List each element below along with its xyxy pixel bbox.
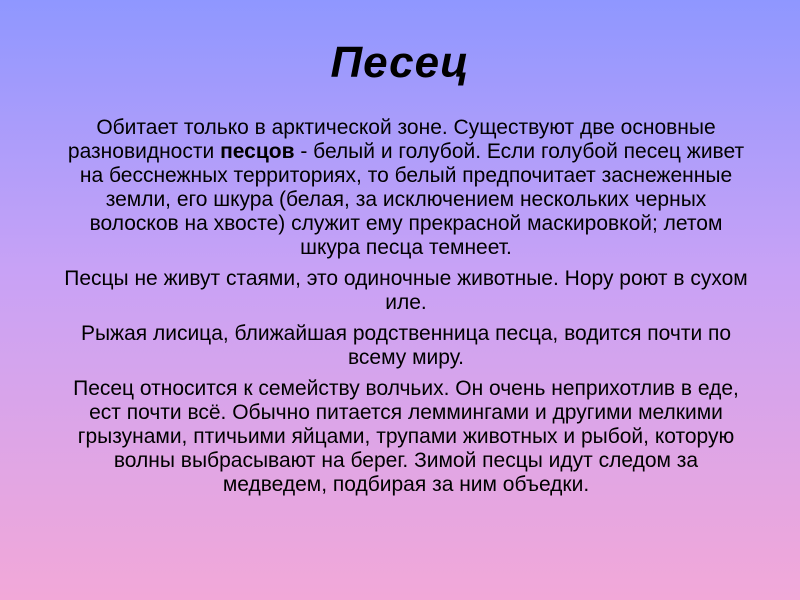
paragraph-habitat-start: Обитает только в арктической зоне. Существуют две основные разновидности [67,116,716,163]
slide-title: Песец [330,38,470,87]
paragraph-habitat [60,116,752,260]
paragraph-habitat-bold: песцов [220,140,295,163]
slide-body [60,116,752,497]
paragraph-lifestyle: Песцы не живут стаями, это одиночные животные. Нору роют в сухом иле. [64,267,748,314]
paragraph-diet: Песец относится к семейству волчьих. Он очень неприхотлив в еде, ест почти всё. Обычно питается леммингами и другими мелкими грызунами, птичьими яйцами, трупами животных и рыбой, которую волны выбрасывают на берег. Зимой песцы идут следом за медведем, подбирая за ним объедки. [73,377,739,496]
paragraph-relatives: Рыжая лисица, ближайшая родственница песца, водится почти по всему миру. [80,322,732,369]
paragraph-habitat-end: - белый и голубой. Если голубой песец живет на бесснежных территориях, то белый предпочитает заснеженные земли, его шкура (белая, за исключением нескольких черных волосков на хвосте) служит ему прекрасной маскировкой; летом шкура песца темнеет. [79,140,745,259]
